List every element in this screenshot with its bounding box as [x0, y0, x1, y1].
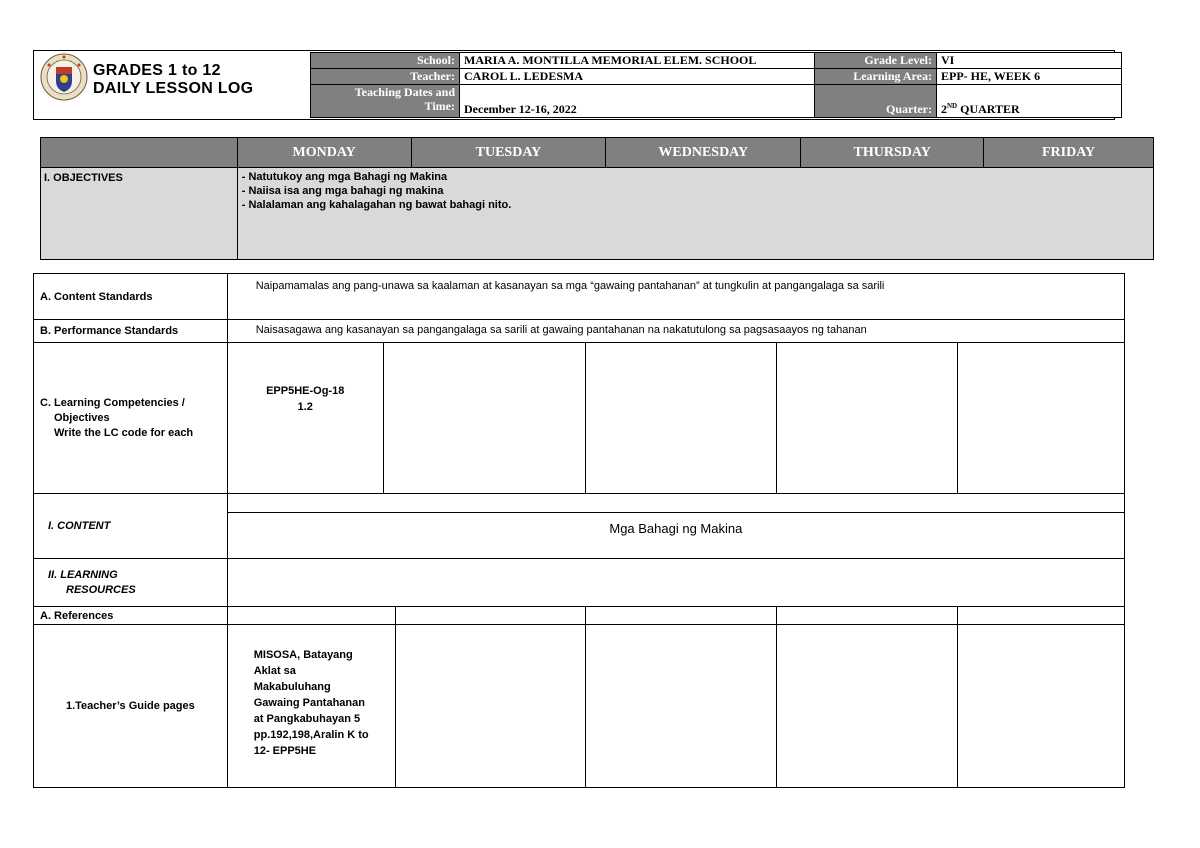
references-tuesday [395, 607, 586, 625]
tg-wednesday [586, 625, 777, 788]
day-header-blank [41, 138, 238, 168]
grade-level-value: VI [937, 53, 1122, 69]
references-wednesday [586, 607, 777, 625]
references-monday [227, 607, 395, 625]
quarter-rest: QUARTER [957, 102, 1020, 116]
teacher-label: Teacher: [311, 69, 460, 85]
title-line-2: DAILY LESSON LOG [93, 80, 254, 97]
objective-2: - Naiisa isa ang mga bahagi ng makina [241, 185, 444, 197]
dates-value: December 12-16, 2022 [460, 85, 815, 118]
resources-label [34, 559, 228, 607]
competencies-monday [227, 343, 383, 494]
quarter-sup: ND [947, 102, 958, 110]
day-tuesday: TUESDAY [411, 138, 606, 168]
grade-level-label: Grade Level: [815, 53, 937, 69]
competencies-tuesday [383, 343, 586, 494]
dates-label-line-1: Teaching Dates and [354, 85, 455, 99]
resources-label-1: II. LEARNING [48, 568, 118, 581]
tg-thursday [777, 625, 958, 788]
competencies-thursday [777, 343, 958, 494]
deped-seal-icon [40, 53, 88, 101]
tg-monday: MISOSA, Batayang Aklat sa Makabuluhang Gawaing Pantahanan at Pangkabuhayan 5 pp.192,198,Aralin K to 12- EPP5HE [227, 625, 395, 788]
competencies-num: 1.2 [297, 401, 313, 413]
competencies-friday [958, 343, 1125, 494]
school-label: School: [311, 53, 460, 69]
objectives-table [40, 137, 1154, 260]
objectives-text [237, 168, 1153, 260]
content-spacer [227, 494, 1124, 513]
references-thursday [777, 607, 958, 625]
objective-3: - Nalalaman ang kahalagahan ng bawat bahagi nito. [241, 199, 512, 211]
tg-label: 1.Teacher’s Guide pages [34, 625, 228, 788]
resources-blank [227, 559, 1124, 607]
day-thursday: THURSDAY [801, 138, 984, 168]
teacher-value: CAROL L. LEDESMA [460, 69, 815, 85]
day-monday: MONDAY [237, 138, 411, 168]
quarter-label: Quarter: [815, 85, 937, 118]
lesson-table [33, 273, 1125, 788]
performance-standards-label: B. Performance Standards [34, 320, 228, 343]
learning-area-label: Learning Area: [815, 69, 937, 85]
day-friday: FRIDAY [984, 138, 1154, 168]
school-value: MARIA A. MONTILLA MEMORIAL ELEM. SCHOOL [460, 53, 815, 69]
quarter-num: 2 [941, 102, 947, 116]
resources-label-2: RESOURCES [66, 583, 136, 596]
title-line-1: GRADES 1 to 12 [93, 62, 221, 79]
objective-1: - Natutukoy ang mga Bahagi ng Makina [241, 171, 448, 183]
learning-area-value: EPP- HE, WEEK 6 [937, 69, 1122, 85]
quarter-value [937, 85, 1122, 118]
competencies-label-3: Write the LC code for each [54, 426, 194, 439]
content-standards-label: A. Content Standards [34, 274, 228, 320]
competencies-label-1: C. Learning Competencies / [40, 396, 185, 409]
tg-friday [958, 625, 1125, 788]
content-text: Mga Bahagi ng Makina [227, 513, 1124, 559]
dates-label [311, 85, 460, 118]
dates-label-line-2: Time: [424, 99, 455, 113]
day-wednesday: WEDNESDAY [606, 138, 801, 168]
references-label: A. References [34, 607, 228, 625]
competencies-label [34, 343, 228, 494]
references-friday [958, 607, 1125, 625]
content-standards-text: Naipamamalas ang pang-unawa sa kaalaman at kasanayan sa mga “gawaing pantahanan” at tungkulin at pangangalaga sa sarili [227, 274, 1124, 320]
performance-standards-text: Naisasagawa ang kasanayan sa pangangalaga sa sarili at gawaing pantahanan na nakatutulong sa pagsasaayos ng tahanan [227, 320, 1124, 343]
header-info-table [310, 52, 1122, 118]
competencies-code: EPP5HE-Og-18 [266, 385, 345, 397]
content-label: I. CONTENT [34, 494, 228, 559]
tg-tuesday [395, 625, 586, 788]
competencies-wednesday [586, 343, 777, 494]
competencies-label-2: Objectives [54, 411, 110, 424]
objectives-label: I. OBJECTIVES [41, 168, 238, 260]
